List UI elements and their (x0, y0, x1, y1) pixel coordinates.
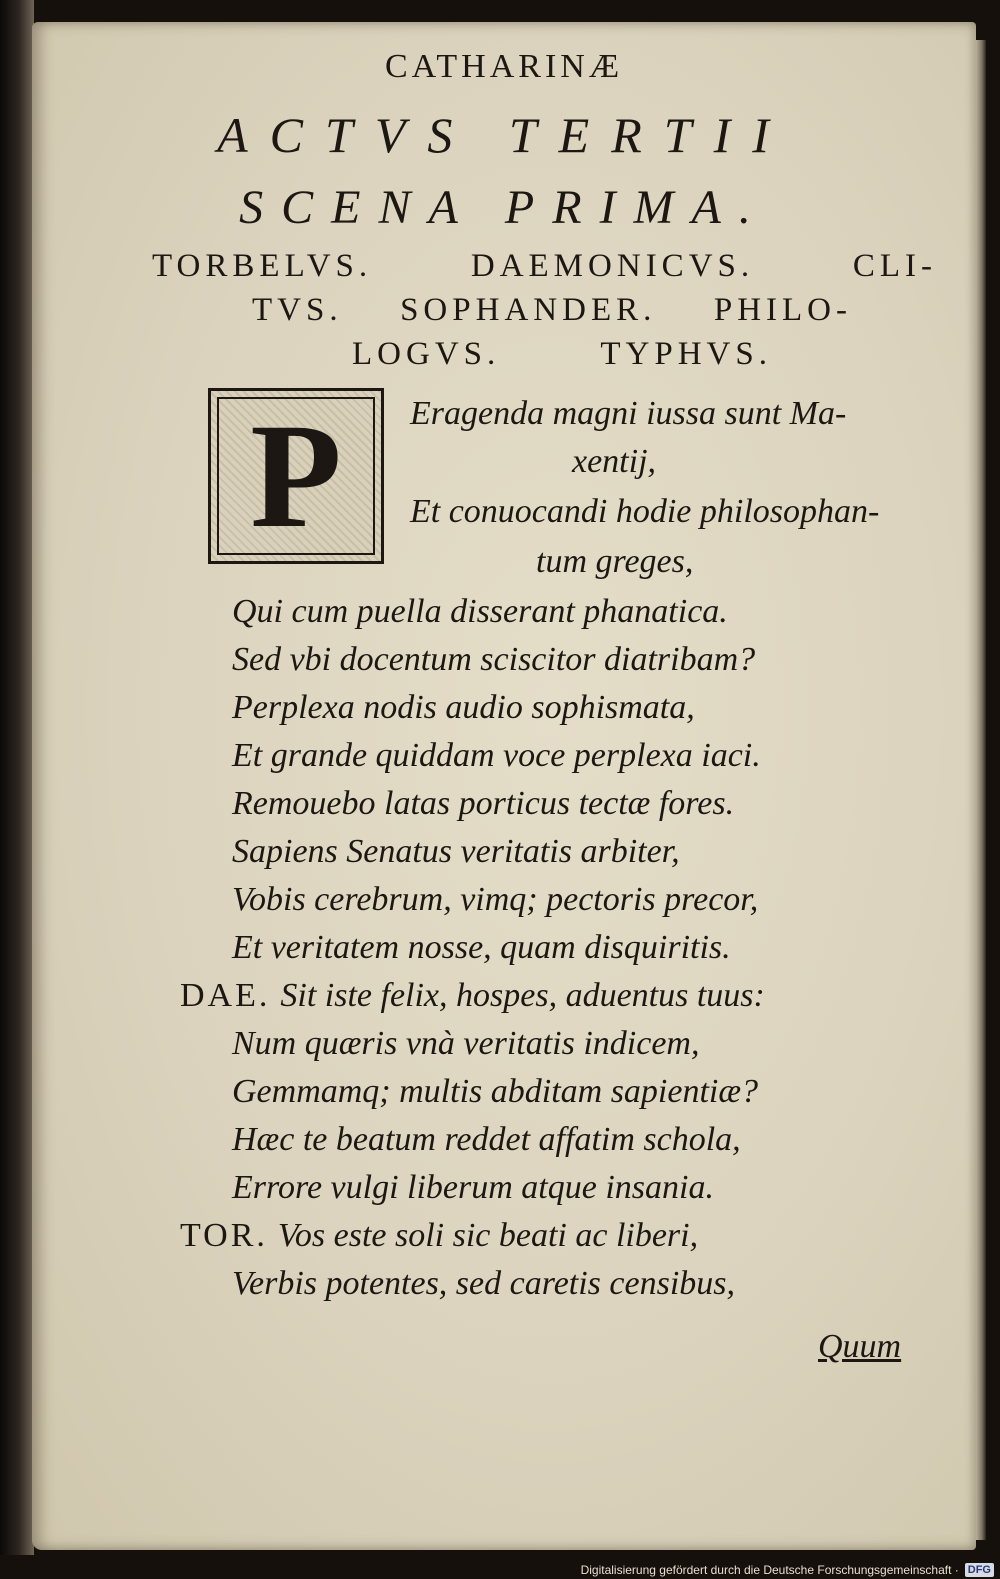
character-list-line-3: LOGVS. TYPHVS. (352, 336, 772, 372)
act-heading: ACTVS TERTII (217, 107, 791, 163)
character-list-line-2: TVS. SOPHANDER. PHILO- (252, 292, 852, 328)
speaker-label: DAE. (180, 977, 271, 1014)
book-spine-edge (0, 0, 34, 1555)
drop-cap-letter: P (250, 393, 342, 559)
book-page (32, 22, 976, 1550)
verse-line: Et conuocandi hodie philosophan- (410, 493, 880, 530)
verse-line: Eragenda magni iussa sunt Ma- (410, 395, 847, 432)
ornamental-drop-cap (208, 388, 384, 564)
verse-line: Qui cum puella disserant phanatica. (232, 593, 728, 630)
verse-line: Vobis cerebrum, vimq; pectoris precor, (232, 881, 759, 918)
page-fore-edge (976, 40, 986, 1540)
digitization-credit (581, 1563, 994, 1577)
verse-line: Sed vbi docentum sciscitor diatribam? (232, 641, 756, 678)
verse-line: tum greges, (536, 543, 694, 580)
verse-line: Num quæris vnà veritatis indicem, (232, 1025, 700, 1062)
verse-line: Perplexa nodis audio sophismata, (232, 689, 695, 726)
verse-line: xentij, (572, 443, 657, 480)
dfg-logo-icon: DFG (965, 1563, 994, 1577)
speaker-label: TOR. (180, 1217, 268, 1254)
verse-line: DAE. Sit iste felix, hospes, aduentus tuus: (180, 977, 765, 1014)
character-list-line-1: TORBELVS. DAEMONICVS. CLI- (152, 248, 937, 284)
catchword: Quum (818, 1328, 902, 1365)
verse-line: Remouebo latas porticus tectæ fores. (232, 785, 735, 822)
verse-line: Errore vulgi liberum atque insania. (232, 1169, 714, 1206)
verse-line: Et grande quiddam voce perplexa iaci. (232, 737, 761, 774)
verse-line: Gemmamq; multis abditam sapientiæ? (232, 1073, 759, 1110)
verse-line: Et veritatem nosse, quam disquiritis. (232, 929, 731, 966)
scene-heading: SCENA PRIMA. (239, 181, 769, 234)
credit-text: Digitalisierung gefördert durch die Deutsche Forschungsgemeinschaft · (580, 1563, 959, 1577)
verse-line: Sapiens Senatus veritatis arbiter, (232, 833, 680, 870)
verse-line: TOR. Vos este soli sic beati ac liberi, (180, 1217, 699, 1254)
verse-line: Hæc te beatum reddet affatim schola, (232, 1121, 741, 1158)
verse-line: Verbis potentes, sed caretis censibus, (232, 1265, 735, 1302)
running-head: CATHARINÆ (384, 48, 624, 85)
